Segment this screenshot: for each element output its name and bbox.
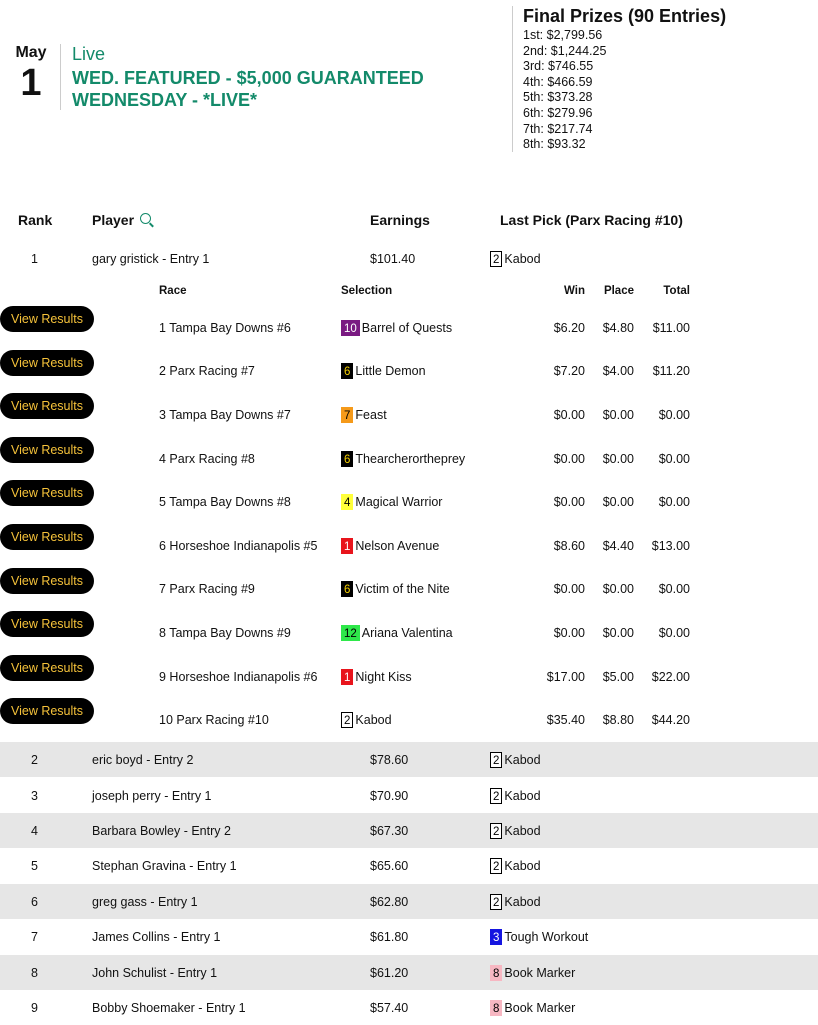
saddle-cloth-badge: 7 <box>341 407 353 423</box>
total-value: $0.00 <box>658 451 690 466</box>
place-value: $4.40 <box>602 538 634 553</box>
table-row[interactable] <box>0 848 818 883</box>
race-name: 8 Tampa Bay Downs #9 <box>159 625 291 640</box>
rank-cell: 3 <box>31 788 38 803</box>
horse-name: Magical Warrior <box>355 495 443 510</box>
race-row <box>0 350 818 394</box>
win-value: $0.00 <box>553 625 585 640</box>
saddle-cloth-badge: 2 <box>490 251 502 267</box>
race-row <box>0 655 818 699</box>
prize-item: 3rd: $746.55 <box>523 59 594 74</box>
saddle-cloth-badge: 2 <box>490 788 502 804</box>
race-name: 5 Tampa Bay Downs #8 <box>159 495 291 510</box>
last-pick-cell <box>490 929 588 945</box>
horse-name: Victim of the Nite <box>355 582 450 597</box>
race-row <box>0 480 818 524</box>
rank-cell: 2 <box>31 752 38 767</box>
race-row <box>0 611 818 655</box>
selection-cell <box>341 625 453 641</box>
player-cell: Bobby Shoemaker - Entry 1 <box>92 1000 246 1015</box>
race-name: 7 Parx Racing #9 <box>159 582 255 597</box>
event-day: 1 <box>20 62 42 104</box>
player-cell: joseph perry - Entry 1 <box>92 788 212 803</box>
last-pick-cell <box>490 251 541 267</box>
race-row <box>0 306 818 350</box>
saddle-cloth-badge: 8 <box>490 1000 502 1016</box>
saddle-cloth-badge: 1 <box>341 669 353 685</box>
event-status: Live <box>72 44 106 64</box>
table-row[interactable] <box>0 813 818 848</box>
saddle-cloth-badge: 2 <box>341 712 353 728</box>
view-results-button[interactable]: View Results <box>0 480 94 506</box>
saddle-cloth-badge: 2 <box>490 858 502 874</box>
player-cell: gary gristick - Entry 1 <box>92 251 210 266</box>
race-name: 3 Tampa Bay Downs #7 <box>159 407 291 422</box>
earnings-header: Earnings <box>370 212 430 228</box>
place-value: $0.00 <box>602 495 634 510</box>
total-value: $0.00 <box>658 495 690 510</box>
total-value: $0.00 <box>658 407 690 422</box>
player-cell: John Schulist - Entry 1 <box>92 965 218 980</box>
table-row[interactable] <box>0 955 818 990</box>
selection-cell <box>341 581 450 597</box>
total-value: $0.00 <box>658 625 690 640</box>
prize-item: 4th: $466.59 <box>523 74 593 89</box>
view-results-button[interactable]: View Results <box>0 568 94 594</box>
prizes-panel <box>512 6 726 152</box>
horse-name: Ariana Valentina <box>361 625 453 640</box>
total-value: $13.00 <box>651 538 690 553</box>
view-results-button[interactable]: View Results <box>0 306 94 332</box>
player-cell: Barbara Bowley - Entry 2 <box>92 823 231 838</box>
win-value: $0.00 <box>553 582 585 597</box>
win-value: $17.00 <box>546 669 585 684</box>
saddle-cloth-badge: 2 <box>490 752 502 768</box>
saddle-cloth-badge: 2 <box>490 894 502 910</box>
selection-cell <box>341 363 426 379</box>
win-value: $0.00 <box>553 451 585 466</box>
horse-name: Book Marker <box>504 1000 576 1015</box>
win-column-header: Win <box>564 285 585 297</box>
horse-name: Kabod <box>504 858 541 873</box>
rank-cell: 1 <box>31 251 38 266</box>
place-value: $0.00 <box>602 407 634 422</box>
horse-name: Book Marker <box>504 965 576 980</box>
event-title: WED. FEATURED - $5,000 GUARANTEED WEDNESDAY - *LIVE* <box>72 68 424 110</box>
saddle-cloth-badge: 3 <box>490 929 502 945</box>
saddle-cloth-badge: 10 <box>341 320 360 336</box>
horse-name: Thearcherortheprey <box>355 451 466 466</box>
place-value: $5.00 <box>602 669 634 684</box>
total-value: $11.20 <box>652 364 690 379</box>
rank-cell: 7 <box>31 929 38 944</box>
race-name: 6 Horseshoe Indianapolis #5 <box>159 538 318 553</box>
horse-name: Kabod <box>504 894 541 909</box>
win-value: $0.00 <box>553 495 585 510</box>
race-row <box>0 698 818 742</box>
earnings-cell: $67.30 <box>370 823 409 838</box>
player-cell: James Collins - Entry 1 <box>92 929 221 944</box>
place-value: $8.80 <box>602 713 634 728</box>
horse-name: Feast <box>355 407 387 422</box>
player-cell: eric boyd - Entry 2 <box>92 752 194 767</box>
total-value: $11.00 <box>652 320 690 335</box>
place-value: $0.00 <box>602 625 634 640</box>
win-value: $7.20 <box>553 364 585 379</box>
last-pick-cell <box>490 965 575 981</box>
race-name: 4 Parx Racing #8 <box>159 451 255 466</box>
total-column-header: Total <box>663 285 690 297</box>
saddle-cloth-badge: 6 <box>341 581 353 597</box>
earnings-cell: $61.20 <box>370 965 409 980</box>
player-header-label: Player <box>92 212 135 228</box>
last-pick-cell <box>490 1000 575 1016</box>
prize-item: 7th: $217.74 <box>523 121 593 136</box>
earnings-cell: $65.60 <box>370 858 409 873</box>
selection-cell <box>341 712 392 728</box>
view-results-button[interactable]: View Results <box>0 611 94 637</box>
selection-cell <box>341 494 442 510</box>
view-results-button[interactable]: View Results <box>0 698 94 724</box>
saddle-cloth-badge: 1 <box>341 538 353 554</box>
earnings-cell: $78.60 <box>370 752 409 767</box>
prize-item: 8th: $93.32 <box>523 137 586 152</box>
prize-item: 1st: $2,799.56 <box>523 28 603 42</box>
place-value: $4.80 <box>602 320 634 335</box>
table-row[interactable] <box>0 778 818 813</box>
horse-name: Night Kiss <box>355 669 412 684</box>
selection-cell <box>341 451 465 467</box>
last-pick-cell <box>490 894 541 910</box>
win-value: $35.40 <box>546 713 585 728</box>
view-results-button[interactable]: View Results <box>0 393 94 419</box>
last-pick-cell <box>490 788 541 804</box>
place-column-header: Place <box>603 285 634 297</box>
view-results-button[interactable]: View Results <box>0 350 94 376</box>
rank-cell: 8 <box>31 965 38 980</box>
saddle-cloth-badge: 6 <box>341 451 353 467</box>
rank-cell: 5 <box>31 858 38 873</box>
horse-name: Barrel of Quests <box>361 320 453 335</box>
saddle-cloth-badge: 12 <box>341 625 360 641</box>
last-pick-header: Last Pick (Parx Racing #10) <box>500 212 683 228</box>
selection-column-header: Selection <box>341 285 393 297</box>
table-row[interactable] <box>0 919 818 954</box>
event-month: May <box>15 44 47 61</box>
search-icon[interactable] <box>140 213 151 224</box>
prize-item: 6th: $279.96 <box>523 105 593 120</box>
total-value: $0.00 <box>658 582 690 597</box>
horse-name: Kabod <box>504 788 541 803</box>
rank-cell: 4 <box>31 823 38 838</box>
race-row <box>0 524 818 568</box>
horse-name: Kabod <box>504 823 541 838</box>
selection-cell <box>341 669 412 685</box>
win-value: $8.60 <box>553 538 585 553</box>
place-value: $0.00 <box>602 451 634 466</box>
earnings-cell: $62.80 <box>370 894 409 909</box>
divider <box>60 44 61 110</box>
view-results-button[interactable]: View Results <box>0 437 94 463</box>
last-pick-cell <box>490 823 541 839</box>
win-value: $6.20 <box>553 320 585 335</box>
saddle-cloth-badge: 4 <box>341 494 353 510</box>
saddle-cloth-badge: 2 <box>490 823 502 839</box>
race-name: 1 Tampa Bay Downs #6 <box>159 320 291 335</box>
race-name: 10 Parx Racing #10 <box>159 713 269 728</box>
table-row[interactable] <box>0 990 818 1025</box>
prize-item: 5th: $373.28 <box>523 90 593 105</box>
prizes-heading: Final Prizes (90 Entries) <box>523 6 727 26</box>
horse-name: Tough Workout <box>504 929 589 944</box>
earnings-cell: $70.90 <box>370 788 409 803</box>
player-cell: greg gass - Entry 1 <box>92 894 198 909</box>
table-row[interactable] <box>0 742 818 777</box>
race-row <box>0 568 818 612</box>
earnings-cell: $61.80 <box>370 929 409 944</box>
race-column-header: Race <box>159 285 187 297</box>
player-cell: Stephan Gravina - Entry 1 <box>92 858 237 873</box>
view-results-button[interactable]: View Results <box>0 524 94 550</box>
earnings-cell: $57.40 <box>370 1000 409 1015</box>
selection-cell <box>341 538 439 554</box>
race-name: 9 Horseshoe Indianapolis #6 <box>159 669 318 684</box>
horse-name: Little Demon <box>355 364 426 379</box>
earnings-cell: $101.40 <box>370 251 416 266</box>
horse-name: Kabod <box>355 713 392 728</box>
horse-name: Nelson Avenue <box>355 538 440 553</box>
selection-cell <box>341 320 452 336</box>
prize-item: 2nd: $1,244.25 <box>523 43 607 58</box>
place-value: $4.00 <box>602 364 634 379</box>
rank-cell: 6 <box>31 894 38 909</box>
horse-name: Kabod <box>504 752 541 767</box>
total-value: $44.20 <box>651 713 690 728</box>
last-pick-cell <box>490 858 541 874</box>
race-row <box>0 393 818 437</box>
table-row[interactable] <box>0 884 818 919</box>
saddle-cloth-badge: 6 <box>341 363 353 379</box>
player-header <box>92 212 151 228</box>
win-value: $0.00 <box>553 407 585 422</box>
place-value: $0.00 <box>602 582 634 597</box>
total-value: $22.00 <box>651 669 690 684</box>
race-name: 2 Parx Racing #7 <box>159 364 255 379</box>
race-row <box>0 437 818 481</box>
saddle-cloth-badge: 8 <box>490 965 502 981</box>
selection-cell <box>341 407 387 423</box>
horse-name: Kabod <box>504 251 541 266</box>
rank-header: Rank <box>18 212 53 228</box>
last-pick-cell <box>490 752 541 768</box>
view-results-button[interactable]: View Results <box>0 655 94 681</box>
table-row[interactable] <box>0 241 818 276</box>
event-date <box>12 44 50 104</box>
rank-cell: 9 <box>31 1000 38 1015</box>
